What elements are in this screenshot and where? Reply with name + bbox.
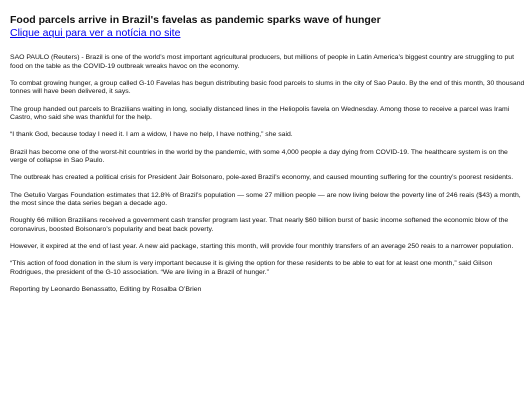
article-headline: Food parcels arrive in Brazil's favelas as pandemic sparks wave of hunger	[10, 14, 381, 26]
article-paragraph: The group handed out parcels to Brazilians waiting in long, socially distanced lines in the Heliopolis favela on Wednesday. Among those to receive a parcel was Irami Castro, who said she was thankful for the help.	[10, 105, 510, 122]
article-paragraph: To combat growing hunger, a group called G-10 Favelas has begun distributing basic food parcels to slums in the city of Sao Paulo. By the end of this month, 30 thousand tonnes will have been delivered, it says.	[10, 79, 525, 96]
article-credit: Reporting by Leonardo Benassatto, Editing by Rosalba O’Brien	[10, 286, 202, 294]
article-paragraph: The outbreak has created a political crisis for President Jair Bolsonaro, pole-axed Brazil’s economy, and caused mounting suffering for the country’s poorest residents.	[10, 174, 514, 182]
article-paragraph: “This action of food donation in the slum is very important because it is giving the option for these residents to be able to eat for at least one month,” said Gilson Rodrigues, the president of the G-10 association. “We are living in a Brazil of hunger.”	[10, 260, 493, 276]
article-paragraph: “I thank God, because today I need it. I am a widow, I have no help, I have nothing,” she said.	[10, 131, 293, 139]
article-page	[10, 14, 525, 303]
view-on-site-link[interactable]: Clique aqui para ver a notícia no site	[10, 27, 181, 39]
article-paragraph: Brazil has become one of the worst-hit countries in the world by the pandemic, with some 4,000 people a day dying from COVID-19. The healthcare system is on the verge of collapse in Sao Paulo.	[10, 148, 508, 165]
article-paragraph: Roughly 66 million Brazilians received a government cash transfer program last year. That nearly $60 billion burst of basic income softened the economic blow of the coronavirus, boosted Bolsonaro’s popularity and beat back poverty.	[10, 217, 509, 233]
article-paragraph: However, it expired at the end of last year. A new aid package, starting this month, will provide four monthly transfers of an average 250 reais to a narrower population.	[10, 243, 514, 251]
article-paragraph: SAO PAULO (Reuters) - Brazil is one of the world’s most important agricultural producers, but millions of people in Latin America’s biggest country are struggling to put food on the table as the COVID-19 outbreak wreaks havoc on the economy.	[10, 54, 515, 70]
article-paragraph: The Getulio Vargas Foundation estimates that 12.8% of Brazil’s population — some 27 million people — are now living below the poverty line of 246 reais ($43) a month, the most since the data series began a decade ago.	[10, 191, 521, 208]
